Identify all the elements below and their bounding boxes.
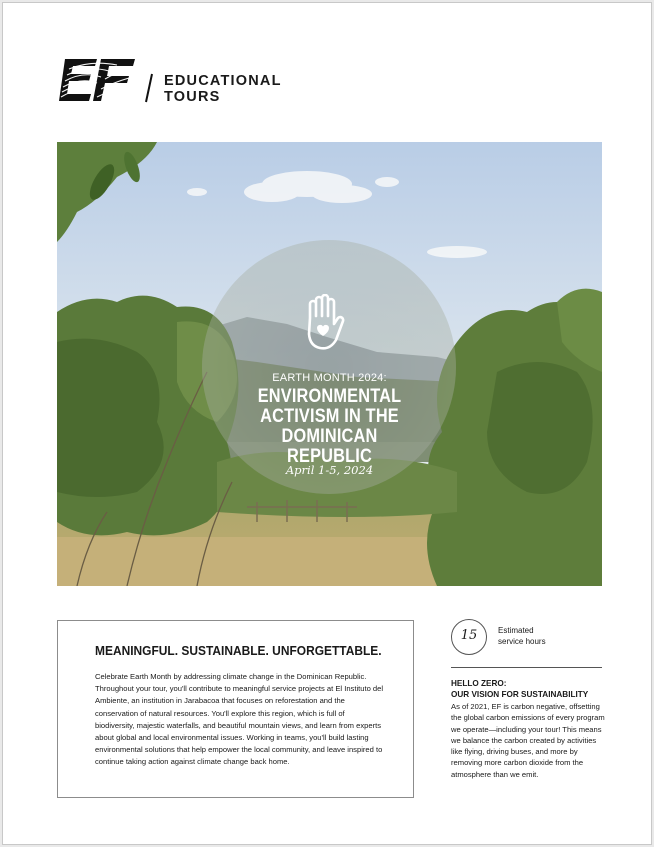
hello-zero-title (451, 679, 611, 700)
hero-image (57, 142, 602, 586)
brochure-page (2, 2, 652, 845)
service-hours-value: 15 (460, 628, 478, 643)
event-title-line-3: DOMINICAN REPUBLIC (281, 426, 378, 467)
landscape-photo (57, 142, 602, 586)
hello-zero-title-line-1: HELLO ZERO: (451, 679, 507, 688)
brand-line-2: TOURS (164, 89, 221, 105)
brand-line-1: EDUCATIONAL (164, 73, 282, 89)
hello-zero-body: As of 2021, EF is carbon negative, offsetting the global carbon emissions of every program we operate—including your tour! This means we balance the carbon created by activities like flying, driving buses, and more by removing more carbon dioxide from the atmosphere than we emit. (451, 702, 605, 779)
hello-zero-title-line-2: OUR VISION FOR SUSTAINABILITY (451, 689, 589, 699)
service-hours-label (498, 625, 578, 647)
event-title-line-2: ACTIVISM IN THE (260, 406, 399, 427)
sidebar-divider (451, 667, 602, 668)
event-kicker: EARTH MONTH 2024: (272, 372, 387, 384)
service-hours-badge (451, 619, 487, 655)
service-hours-label-line-2: service hours (498, 637, 546, 646)
description-body: Celebrate Earth Month by addressing climate change in the Dominican Republic. Throughout your tour, you'll contribute to meaningful service projects at El Instituto del Ambiente, an institution in Jarabacoa that focuses on reforestation and the conservation of natural resources. You'll explore this region, which is full of biodiversity, majestic waterfalls, and beautiful mountain views, and learn from experts about global and local environmental issues. Working in teams, you'll build lasting environmental solutions that help empower the local community, and leave inspired to continue taking action against climate change back home. (95, 672, 384, 767)
event-date: April 1-5, 2024 (285, 463, 374, 477)
brand-divider (144, 73, 154, 103)
ef-logo (57, 57, 137, 103)
event-title-line-1: ENVIRONMENTAL (257, 386, 402, 407)
description-box (57, 620, 414, 798)
brand-name (164, 73, 282, 105)
service-hours-label-line-1: Estimated (498, 626, 534, 635)
description-title: MEANINGFUL. SUSTAINABLE. UNFORGETTABLE. (95, 643, 382, 658)
